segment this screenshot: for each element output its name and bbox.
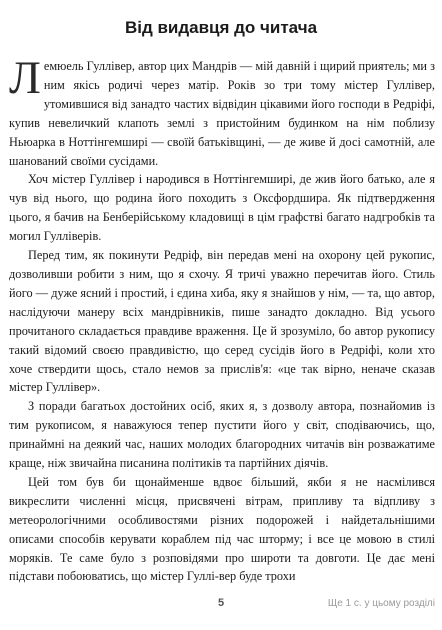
text-body [9,52,435,586]
paragraph-1-text: емюель Гуллівер, автор цих Мандрів — мій давній і щирий приятель; ми з ним якісь родичі через матір. Років зо три тому містер Гуллівер, утомившися від занадто частих відвідин цікавими його господи в Редріфі, купив невеличкий клапоть землі з пристойним будинком на нім поблизу Ньюарка в Ноттінгемширі — своїй батьківщині, — де живе й досі самотній, але шанований своїми сусідами. [9,59,435,168]
paragraph-3: Перед тим, як покинути Редріф, він передав мені на охорону цей рукопис, дозволивши робити з ним, що я схочу. Я тричі уважно перечитав його. Стиль його — дуже ясний і простий, і єдина хиба, яку я знайшов у нім, — та, що автор, наслідуючи манеру всіх мандрівників, пише занадто докладно. Від усього прочитаного складається правдиве враження. Це й зрозуміло, бо автор рукопису такий відомий своєю правдивістю, що серед сусідів його в Редріфі, коли хто хоче ствердити щось, стало немов за прислів'я: «це так вірно, неначе сказав містер Гуллівер». [9,248,435,395]
page-number: 5 [217,597,225,609]
page-footer [0,597,442,617]
paragraph-4: З поради багатьох достойних осіб, яких я, з дозволу автора, познайомив із тим рукописом, я наважуюся тепер пустити його у світ, сподіваючись, що, принаймні на деякий час, наших молодих благородних читачів він розважатиме краще, ніж звичайна писанина політиків та партійних діячів. [9,399,435,471]
paragraph-1 [9,52,435,170]
page-title: Від видавця до читача [124,18,318,37]
drop-cap: Л [9,52,41,104]
chapter-remaining-label: Ще 1 с. у цьому розділі [327,598,435,609]
paragraph-2: Хоч містер Гуллівер і народився в Ноттінгемширі, де жив його батько, але я чув від нього, що родина його походить з Оксфордшира. Як підтвердження цього, я бачив на Бенберійському кладовищі в цім графстві багато надгробків та могил Гулліверів. [9,172,435,244]
paragraph-5: Цей том був би щонайменше вдвоє більший, якби я не насмілився викреслити численні місця, присвячені вітрам, припливу та відпливу з метеорологічними особливостями різних подорожей і найдетальнішими описами способів керувати кораблем під час шторму; і все це мовою в стилі моряків. Те саме було з розповідями про широти та довготи. Це дає мені підстави побоюватись, що містер Гуллі-вер буде трохи [9,474,435,584]
